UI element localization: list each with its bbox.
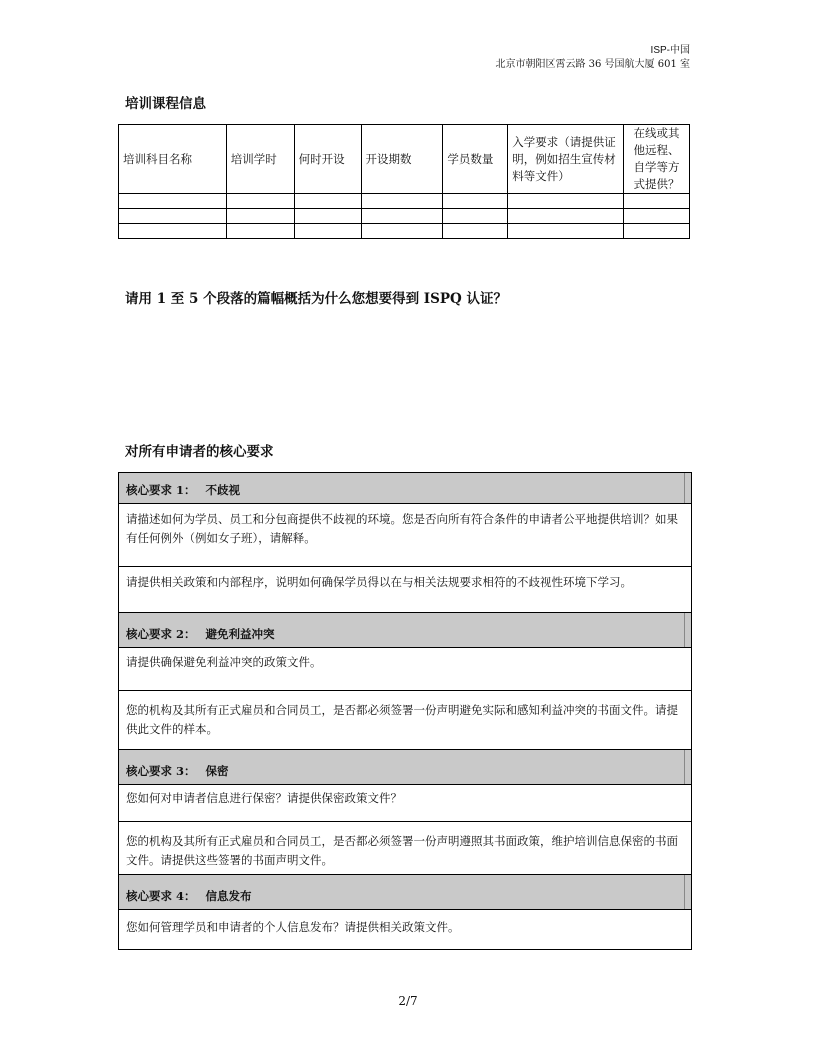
requirement-1-name: 不歧视 — [205, 483, 241, 497]
requirement-1-label: 核心要求 1： — [126, 483, 196, 497]
ispq-question-title: 请用 1 至 5 个段落的篇幅概括为什么您想要得到 ISPQ 认证？ — [125, 291, 507, 307]
col-hours: 培训学时 — [226, 125, 294, 194]
requirement-4-name: 信息发布 — [205, 889, 252, 903]
requirement-4-header — [119, 875, 691, 910]
col-subject-name: 培训科目名称 — [119, 125, 227, 194]
page-header — [495, 44, 690, 72]
requirement-1-header — [119, 473, 691, 504]
requirement-1-question-2: 请提供相关政策和内部程序，说明如何确保学员得以在与相关法规要求相符的不歧视性环境下学习。 — [119, 567, 691, 613]
col-admission-requirements: 入学要求（请提供证明，例如招生宣传材料等文件） — [508, 125, 624, 194]
col-sessions: 开设期数 — [361, 125, 443, 194]
table-row — [119, 194, 690, 209]
requirement-2-question-2: 您的机构及其所有正式雇员和合同员工，是否都必须签署一份声明避免实际和感知利益冲突的书面文件。请提供此文件的样本。 — [119, 691, 691, 750]
table-header-row — [119, 125, 690, 194]
core-requirements-title: 对所有申请者的核心要求 — [125, 444, 274, 460]
page-number: 2/7 — [398, 994, 418, 1008]
requirement-2-header — [119, 613, 691, 648]
requirement-2-label: 核心要求 2： — [126, 627, 196, 641]
header-address: 北京市朝阳区霄云路 36 号国航大厦 601 室 — [495, 59, 690, 70]
requirement-4-question-1: 您如何管理学员和申请者的个人信息发布？请提供相关政策文件。 — [119, 910, 691, 950]
course-info-title: 培训课程信息 — [125, 96, 206, 112]
requirement-2-question-1: 请提供确保避免利益冲突的政策文件。 — [119, 648, 691, 691]
requirement-4-label: 核心要求 4： — [126, 889, 196, 903]
col-delivery-mode: 在线或其他远程、自学等方式提供？ — [624, 125, 690, 194]
core-requirements-table — [118, 472, 692, 950]
requirement-2-name: 避免利益冲突 — [205, 627, 275, 641]
course-info-table — [118, 124, 690, 239]
requirement-3-question-2: 您的机构及其所有正式雇员和合同员工，是否都必须签署一份声明遵照其书面政策，维护培训信息保密的书面文件。请提供这些签署的书面声明文件。 — [119, 822, 691, 875]
requirement-3-label: 核心要求 3： — [126, 764, 196, 778]
requirement-3-question-1: 您如何对申请者信息进行保密？请提供保密政策文件？ — [119, 785, 691, 822]
table-row — [119, 209, 690, 224]
requirement-3-name: 保密 — [205, 764, 229, 778]
requirement-3-header — [119, 750, 691, 785]
col-students: 学员数量 — [443, 125, 508, 194]
col-start-time: 何时开设 — [294, 125, 361, 194]
table-row — [119, 224, 690, 239]
header-org: ISP-中国 — [650, 45, 690, 56]
requirement-1-question-1: 请描述如何为学员、员工和分包商提供不歧视的环境。您是否向所有符合条件的申请者公平地提供培训？如果有任何例外（例如女子班），请解释。 — [119, 504, 691, 567]
